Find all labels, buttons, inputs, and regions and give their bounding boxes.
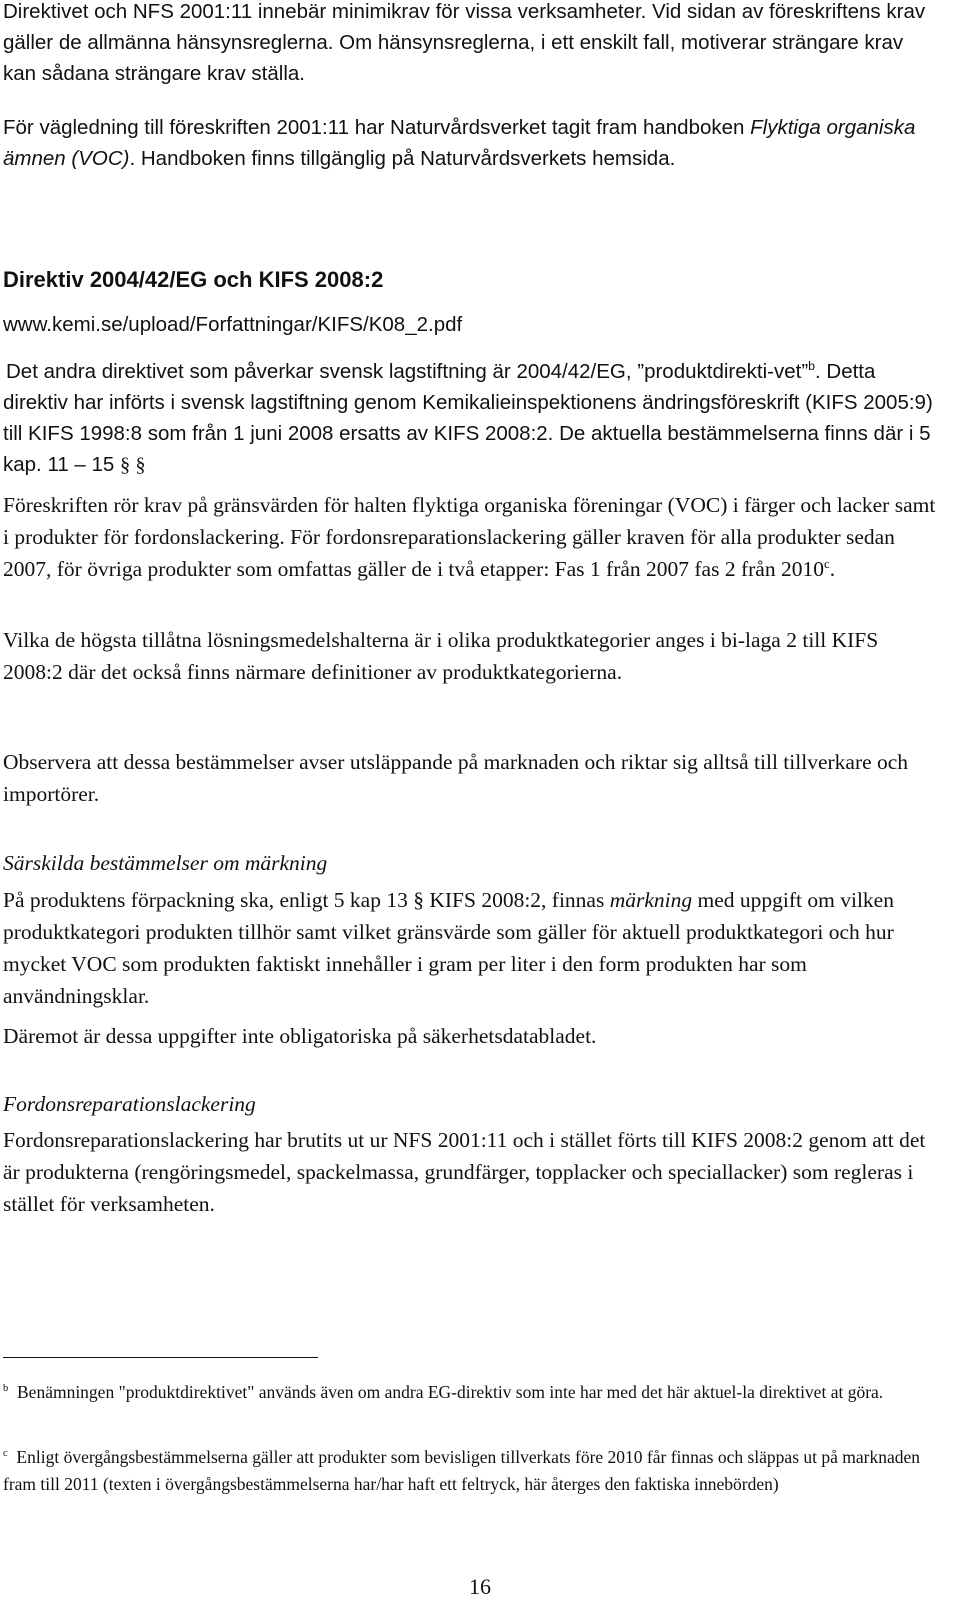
section-symbol: § — [413, 888, 424, 912]
marking-term: märkning — [609, 888, 693, 912]
paragraph-limits: Vilka de högsta tillåtna lösningsmedelshalterna är i olika produktkategorier anges i bi-laga 2 till KIFS 2008:2 där det också finns närmare definitioner av produktkategorierna. — [3, 628, 879, 684]
footnote-ref-c: c — [823, 556, 830, 571]
handbook-title: Flyktiga organiska ämnen (VOC) — [3, 116, 916, 170]
source-url: www.kemi.se/upload/Forfattningar/KIFS/K08_2.pdf — [3, 313, 463, 336]
paragraph-observe: Observera att dessa bestämmelser avser utsläppande på marknaden och riktar sig alltså till tillverkare och importörer. — [3, 750, 909, 806]
subheading-vehicle-refinishing: Fordonsreparationslackering — [3, 1092, 256, 1116]
subheading-labeling: Särskilda bestämmelser om märkning — [3, 851, 328, 875]
paragraph-intro: Direktivet och NFS 2001:11 innebär minimikrav för vissa verksamheter. Vid sidan av föreskriftens krav gäller de allmänna hänsynsreglerna. Om hänsynsreglerna, i ett enskilt fall, motiverar strängare krav kan sådana strängare krav ställa. — [3, 0, 926, 85]
paragraph-handbook: För vägledning till föreskriften 2001:11 har Naturvårdsverket tagit fram handboken Flyktiga organiska ämnen (VOC). Handboken finns tillgänglig på Naturvårdsverkets hemsida. — [3, 116, 916, 170]
footnote-ref-b: b — [808, 359, 815, 374]
footnote-mark: c — [3, 1448, 8, 1460]
footnote-c: $^c$ Enligt övergångsbestämmelserna gäller att produkter som bevisligen tillverkats före 2010 får finnas och släppas ut på marknaden fram till 2011 (texten i övergångsbestämmelserna har/har haft ett feltryck, här återges den faktiska innebörden) — [3, 1447, 921, 1494]
footnote-divider — [3, 1357, 318, 1358]
footnote-b: $^b$ Benämningen "produktdirektivet" används även om andra EG-direktiv som inte har med det här aktuel-la direktivet at göra. — [3, 1382, 884, 1402]
paragraph-datasheet: Däremot är dessa uppgifter inte obligatoriska på säkerhetsdatabladet. — [3, 1024, 597, 1048]
paragraph-vehicle-refinishing: Fordonsreparationslackering har brutits ut ur NFS 2001:11 och i stället förts till KIFS 2008:2 genom att det är produkterna (rengöringsmedel, spackelmassa, grundfärger, topplacker och speciallacker) som regleras i stället för verksamheten. — [3, 1128, 926, 1216]
footnote-mark: b — [3, 1383, 9, 1395]
section-heading: Direktiv 2004/42/EG och KIFS 2008:2 — [3, 267, 384, 292]
page-number: 16 — [469, 1574, 491, 1599]
paragraph-directive: Det andra direktivet som påverkar svensk lagstiftning är 2004/42/EG, ”produktdirekti-vet”$^b$. Detta direktiv har införts i svensk lagstiftning genom Kemikalieinspektionens ändringsföreskrift (KIFS 2005:9) till KIFS 1998:8 som från 1 juni 2008 ersatts av KIFS 2008:2. De aktuella bestämmelserna finns där i 5 kap. 11 – 15 § § — [3, 359, 933, 476]
section-symbols: § § — [120, 454, 146, 476]
paragraph-requirements: Föreskriften rör krav på gränsvärden för halten flyktiga organiska föreningar (VOC) i färger och lacker samt i produkter för fordonslackering. För fordonsreparationslackering gäller kraven för alla produkter sedan 2007, för övriga produkter som omfattas gäller de i två etapper: Fas 1 från 2007 fas 2 från 2010$^c$. — [3, 493, 936, 581]
paragraph-labeling: På produktens förpackning ska, enligt 5 kap 13 § KIFS 2008:2, finnas märkning med uppgift om vilken produktkategori produkten tillhör samt vilket gränsvärde som gäller för aktuell produktkategori och hur mycket VOC som produkten faktiskt innehåller i gram per liter i den form produkten har som användningsklar. — [3, 888, 894, 1008]
